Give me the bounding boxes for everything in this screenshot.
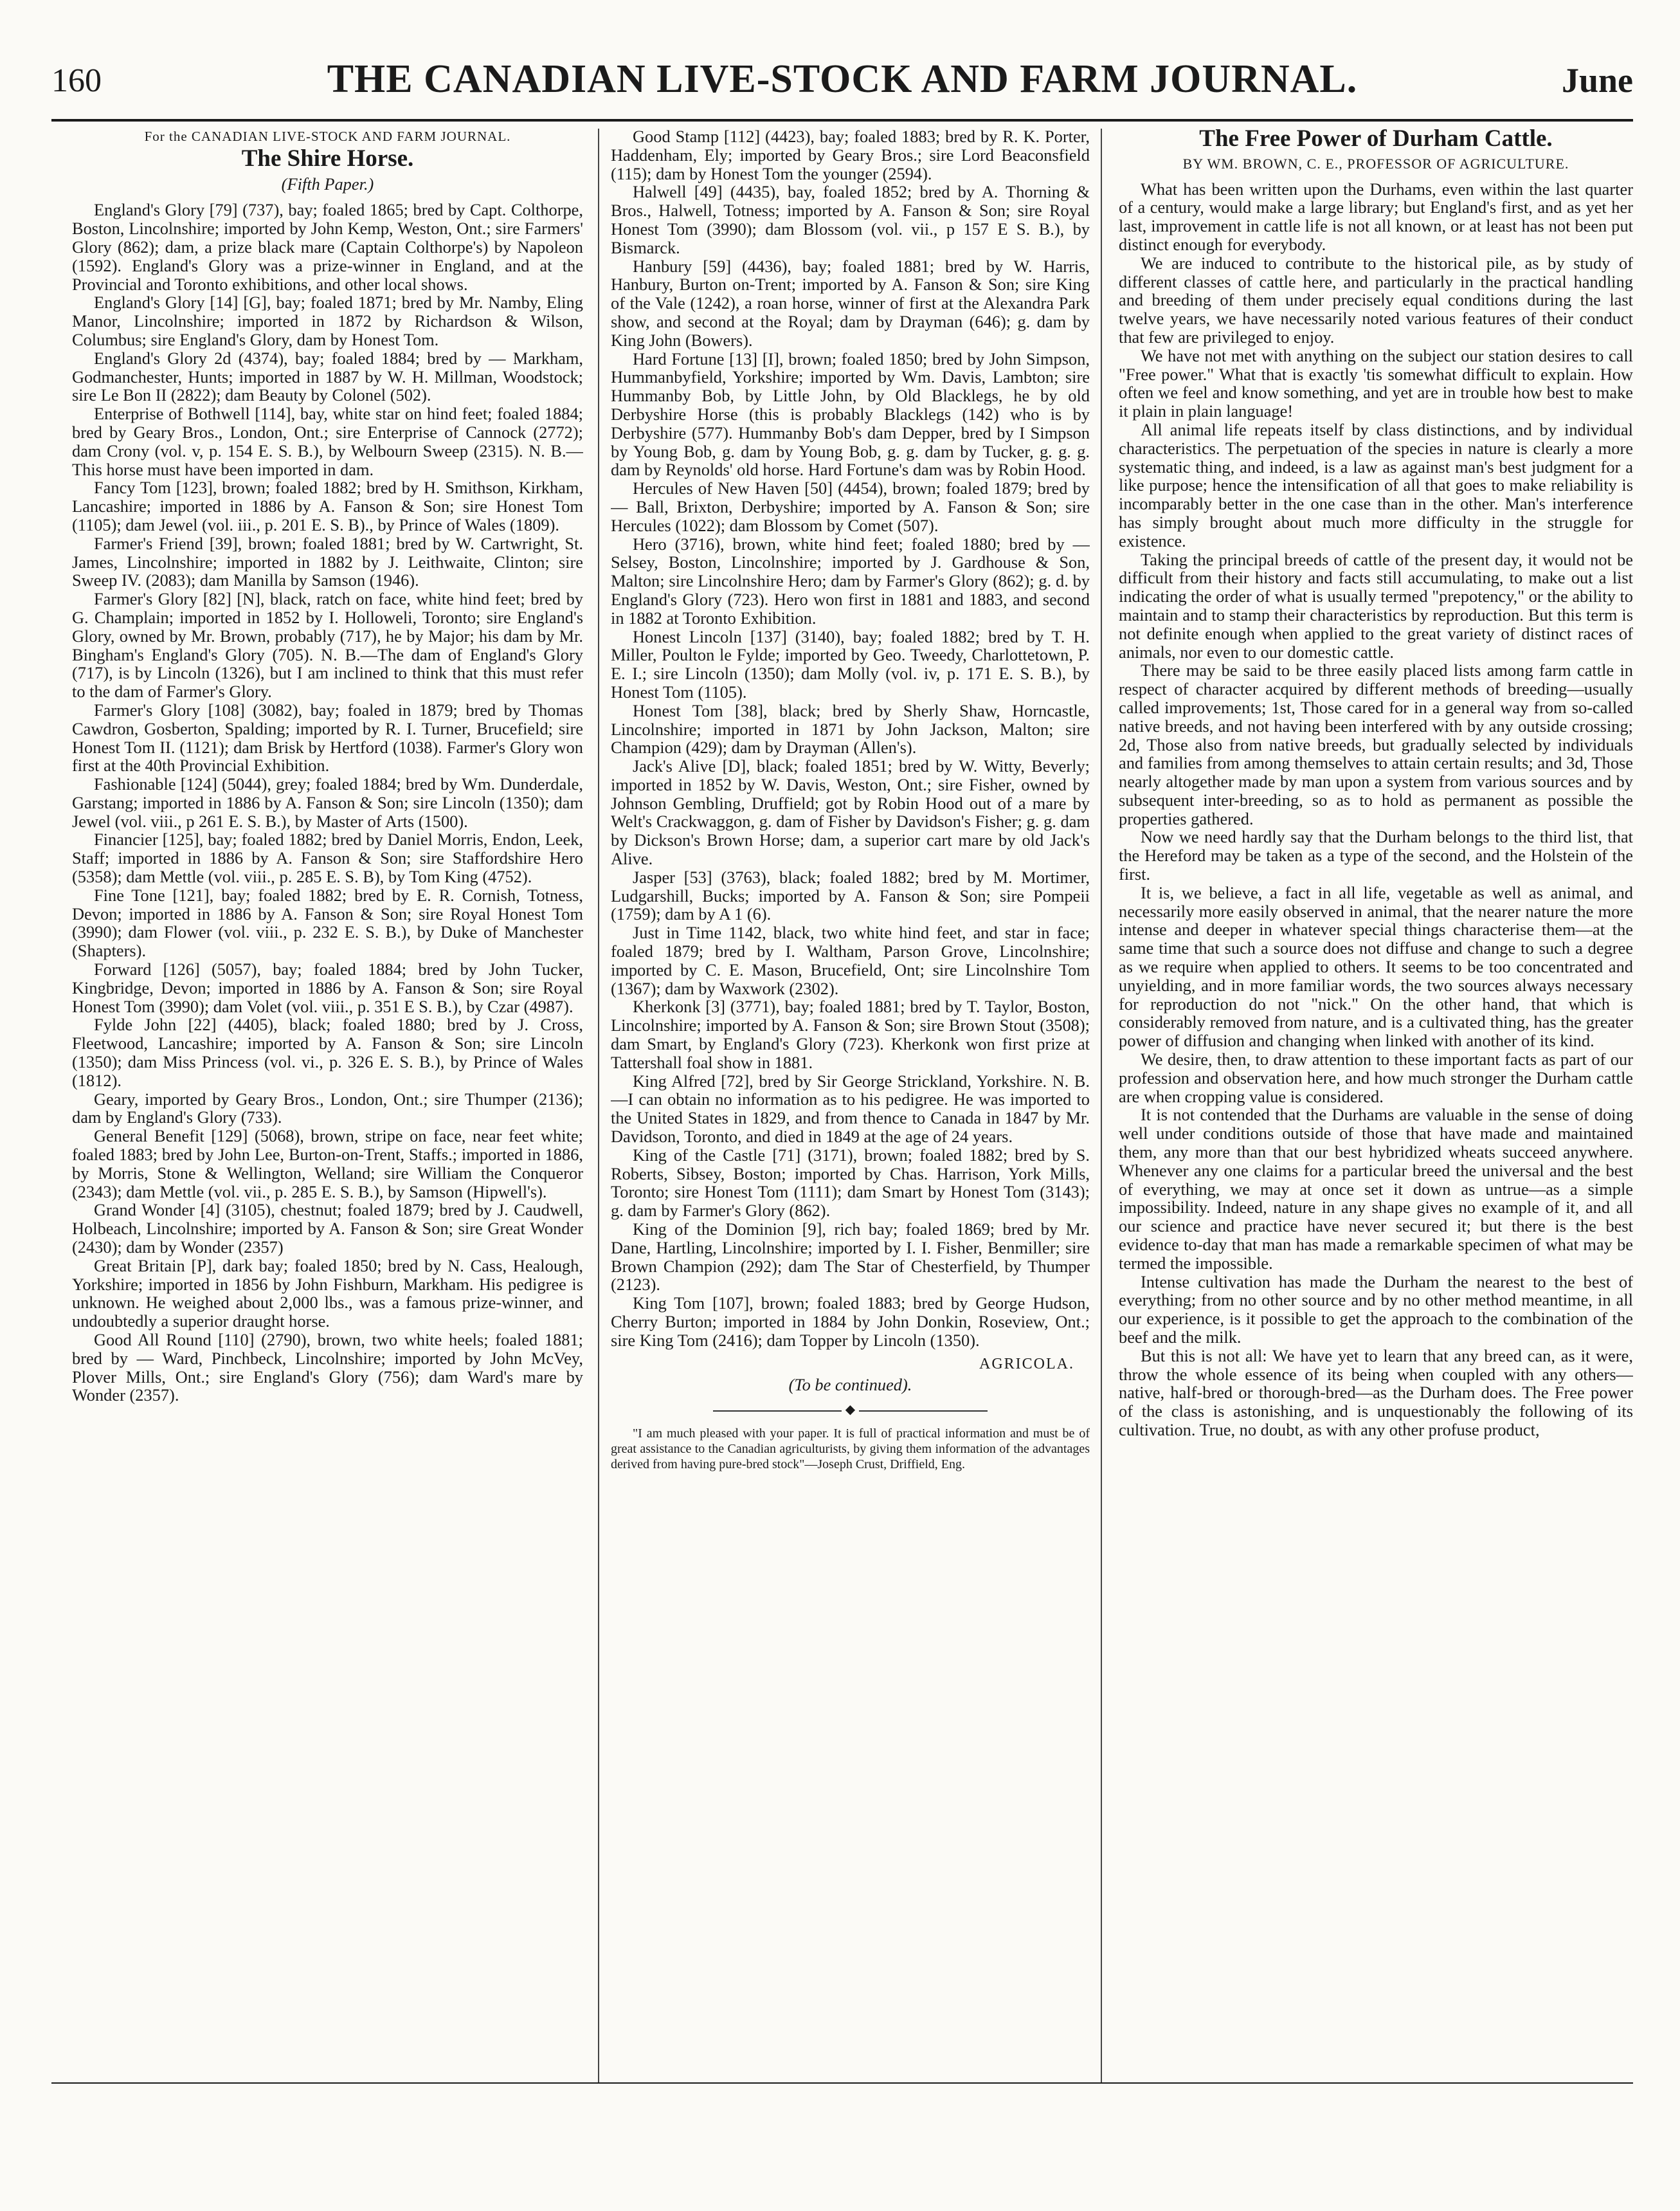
- entry-paragraph: Jack's Alive [D], black; foaled 1851; bred by W. Witty, Beverly; imported in 1852 by W. Davis, Weston, Ont.; sire Fisher, owned by Johnson Gembling, Druffield; got by Robin Hood out of a mare by Welt's Crackwaggon, g. dam of Fisher by Davidson's Fisher; g. g. dam by Dickson's Brown Horse; dam, a superior cart mare by old Jack's Alive.: [611, 756, 1090, 869]
- column-divider: [598, 129, 599, 2082]
- entry-paragraph: Hard Fortune [13] [I], brown; foaled 1850; bred by John Simpson, Hummanbyfield, Yorkshire; imported by Wm. Davis, Lambton; sire Hummanby Bob, by Little John, by Old Blacklegs, he by old Derbyshire Horse (this is probably Blacklegs (142) who is by Derbyshire (577). Hummanby Bob's dam Depper, bred by I Simpson by Young Bob, g. dam by Young Bob, g. g. dam by Tucker, g. g. g. dam by Reynolds' old horse. Hard Fortune's dam was by Robin Hood.: [611, 349, 1090, 480]
- for-line: For the CANADIAN LIVE-STOCK AND FARM JOURNAL.: [144, 129, 511, 144]
- column-1: [72, 127, 583, 2076]
- body-paragraph: Intense cultivation has made the Durham the nearest to the best of everything; from no other source and by no other method meantime, in all our experience, is it possible to get the approach to the combination of the beef and the milk.: [1119, 1271, 1633, 1347]
- body-paragraph: But this is not all: We have yet to learn that any breed can, as it were, throw the whole essence of its being when coupled with any others—native, half-bred or thorough-bred—as the Durham does. The Free power of the class is astonishing, and is unquestionably the following of its cultivation. True, no doubt, as with any other profuse product,: [1119, 1345, 1633, 1439]
- entry-paragraph: Farmer's Glory [82] [N], black, ratch on face, white hind feet; bred by G. Champlain; imported in 1852 by I. Holloweli, Toronto; sire England's Glory, owned by Mr. Brown, probably (717), he by Major; his dam by Mr. Bingham's England's Glory (705). N. B.—The dam of England's Glory (717), is by Lincoln (1326), but I am inclined to think that this must refer to the dam of Farmer's Glory.: [72, 589, 583, 702]
- entry-paragraph: General Benefit [129] (5068), brown, stripe on face, near feet white; foaled 1883; bred by John Lee, Burton-on-Trent, Staffs.; imported in 1886, by Morris, Stone & Wellington, Welland; sire William the Conqueror (2343); dam Mettle (vol. vii., p. 285 E. S. B.), by Samson (Hipwell's).: [72, 1126, 583, 1201]
- body-paragraph: It is, we believe, a fact in all life, vegetable as well as animal, and necessarily more easily observed in animal, that the nearer nature the more intense and deeper in whatever special things characterise them—at the same time that such a source does not diffuse and change to such a degree as we require when applied to others. It seems to be too concentrated and unyielding, and in more familiar words, the two sources always necessary for reproduction do not "nick." On the other hand, that which is considerably removed from nature, and is a cultivated thing, has the greater power of diffusion and changing when linked with another of its kind.: [1119, 882, 1633, 1051]
- entry-paragraph: England's Glory 2d (4374), bay; foaled 1884; bred by — Markham, Godmanchester, Hunts; imported in 1887 by W. H. Millman, Woodstock; sire Le Bon II (2822); dam Beauty by Colonel (502).: [72, 348, 583, 405]
- article-title-shire-horse: The Shire Horse.: [241, 145, 414, 172]
- entry-paragraph: Fancy Tom [123], brown; foaled 1882; bred by H. Smithson, Kirkham, Lancashire; imported in 1886 by A. Fanson & Son; sire Honest Tom (1105); dam Jewel (vol. iii., p. 201 E. S. B)., by Prince of Wales (1809).: [72, 478, 583, 534]
- body-paragraph: Now we need hardly say that the Durham belongs to the third list, that the Hereford may be taken as a type of the second, and the Holstein of the first.: [1119, 827, 1633, 884]
- entry-paragraph: King Tom [107], brown; foaled 1883; bred by George Hudson, Cherry Burton; imported in 1884 by John Donkin, Roseview, Ont.; sire King Tom (2416); dam Topper by Lincoln (1350).: [611, 1293, 1090, 1350]
- body-paragraph: We desire, then, to draw attention to these important facts as part of our profession and observation here, and how much stronger the Durham cattle are when cropping value is considered.: [1119, 1050, 1633, 1106]
- column-divider: [1101, 129, 1102, 2082]
- entry-paragraph: Enterprise of Bothwell [114], bay, white star on hind feet; foaled 1884; bred by Geary Bros., London, Ont.; sire Enterprise of Cannock (2772); dam Crony (vol. v, p. 154 E. S. B.), by Welbourn Sweep (2315). N. B.—This horse must have been imported in dam.: [72, 404, 583, 479]
- paper-number: (Fifth Paper.): [281, 174, 374, 194]
- column-3: [1119, 127, 1633, 2076]
- entry-paragraph: Good Stamp [112] (4423), bay; foaled 1883; bred by R. K. Porter, Haddenham, Ely; imported by Geary Bros.; sire Lord Beaconsfield (115); dam by Honest Tom the younger (2594).: [611, 127, 1090, 183]
- entry-paragraph: Hanbury [59] (4436), bay; foaled 1881; bred by W. Harris, Hanbury, Burton on-Trent; imported by A. Fanson & Son; sire King of the Vale (1242), a roan horse, winner of first at the Alexandra Park show, and second at the Royal; dam by Drayman (646); g. dam by King John (Bowers).: [611, 256, 1090, 350]
- entry-paragraph: Farmer's Glory [108] (3082), bay; foaled in 1879; bred by Thomas Cawdron, Gosberton, Spalding; imported by R. I. Turner, Brucefield; sire Honest Tom II. (1121); dam Brisk by Hertford (1038). Farmer's Glory won first at the 40th Provincial Exhibition.: [72, 700, 583, 776]
- entry-paragraph: Hero (3716), brown, white hind feet; foaled 1880; bred by — Selsey, Boston, Lincolnshire; imported by J. Gardhouse & Son, Malton; sire Lincolnshire Hero; dam by Farmer's Glory (862); g. d. by England's Glory (723). Hero won first in 1881 and 1883, and second in 1882 at Toronto Exhibition.: [611, 534, 1090, 628]
- entry-paragraph: Halwell [49] (4435), bay, foaled 1852; bred by A. Thorning & Bros., Halwell, Totness; imported by A. Fanson & Son; sire Royal Honest Tom (3990); dam Blossom (vol. vii., p 157 E S. B.), by Bismarck.: [611, 182, 1090, 257]
- body-paragraph: All animal life repeats itself by class distinctions, and by individual characteristics. The perpetuation of the species in nature is clearly a more systematic thing, and indeed, is a law as against man's best judgment for a like purpose; hence the intensification of all that goes to make reliability is incomparably better in the one case than in the other. Man's interference has simply brought about much more difficulty in the struggle for existence.: [1119, 419, 1633, 550]
- footer-rule: [51, 2082, 1633, 2084]
- entry-paragraph: King of the Dominion [9], rich bay; foaled 1869; bred by Mr. Dane, Hartling, Lincolnshire; imported by I. I. Fisher, Benmiller; sire Brown Champion (292); dam The Star of Chesterfield, by Thumper (2123).: [611, 1219, 1090, 1295]
- entry-paragraph: Kherkonk [3] (3771), bay; foaled 1881; bred by T. Taylor, Boston, Lincolnshire; imported by A. Fanson & Son; sire Brown Stout (3508); dam Smart, by England's Glory (723). Kherkonk won first prize at Tattershall foal show in 1881.: [611, 997, 1090, 1072]
- entry-paragraph: Fine Tone [121], bay; foaled 1882; bred by E. R. Cornish, Totness, Devon; imported in 1886 by A. Fanson & Son; sire Royal Honest Tom (3990); dam Flower (vol. viii., p. 232 E. S. B.), by Duke of Manchester (Shapters).: [72, 885, 583, 961]
- header-rule: [51, 119, 1633, 122]
- issue-month: June: [1561, 61, 1633, 100]
- entry-paragraph: Honest Tom [38], black; bred by Sherly Shaw, Horncastle, Lincolnshire; imported in 1871 by John Jackson, Malton; sire Champion (429); dam by Drayman (Allen's).: [611, 700, 1090, 758]
- entry-paragraph: Financier [125], bay; foaled 1882; bred by Daniel Morris, Endon, Leek, Staff; imported in 1886 by A. Fanson & Son; sire Staffordshire Hero (5358); dam Mettle (vol. viii., p. 285 E. S. B), by Tom King (4752).: [72, 830, 583, 887]
- entry-paragraph: Hercules of New Haven [50] (4454), brown; foaled 1879; bred by — Ball, Brixton, Derbyshire; imported by A. Fanson & Son; sire Hercules (1022); dam Blossom by Comet (507).: [611, 478, 1090, 535]
- byline: BY WM. BROWN, C. E., PROFESSOR OF AGRICULTURE.: [1182, 155, 1569, 172]
- entry-paragraph: Grand Wonder [4] (3105), chestnut; foaled 1879; bred by J. Caudwell, Holbeach, Lincolnshire; imported by A. Fanson & Son; sire Great Wonder (2430); dam by Wonder (2357): [72, 1200, 583, 1257]
- entry-paragraph: King Alfred [72], bred by Sir George Strickland, Yorkshire. N. B.—I can obtain no information as to his pedigree. He was imported to the United States in 1829, and from thence to Canada in 1847 by Mr. Davidson, Toronto, and died in 1849 at the age of 24 years.: [611, 1071, 1090, 1147]
- entry-paragraph: King of the Castle [71] (3171), brown; foaled 1882; bred by S. Roberts, Sibsey, Boston; imported by Chas. Harrison, York Mills, Toronto; sire Honest Tom (1111); dam Smart by Honest Tom (3143); g. dam by Farmer's Glory (862).: [611, 1145, 1090, 1221]
- testimonial-footnote: "I am much pleased with your paper. It is full of practical information and must be of great assistance to the Canadian agriculturists, by giving them information of the advantages derived from having pure-bred stock"—Joseph Crust, Driffield, Eng.: [611, 1426, 1090, 1471]
- journal-title: THE CANADIAN LIVE-STOCK AND FARM JOURNAL.: [327, 57, 1358, 101]
- entry-paragraph: England's Glory [79] (737), bay; foaled 1865; bred by Capt. Colthorpe, Boston, Lincolnshire; imported by John Kemp, Weston, Ont.; sire Farmers' Glory (862); dam, a prize black mare (Captain Colthorpe's) by Napoleon (1592). England's Glory was a prize-winner in England, and at the Provincial and Toronto exhibitions, and other local shows.: [72, 200, 583, 294]
- column-2: [611, 127, 1090, 2076]
- entry-paragraph: Great Britain [P], dark bay; foaled 1850; bred by N. Cass, Healough, Yorkshire; imported in 1856 by John Fishburn, Markham. His pedigree is unknown. He weighed about 2,000 lbs., was a famous prize-winner, and undoubtedly a superior draught horse.: [72, 1255, 583, 1331]
- to-be-continued: (To be continued).: [788, 1375, 912, 1395]
- body-paragraph: What has been written upon the Durhams, even within the last quarter of a century, would make a large library; but England's first, and as yet her last, improvement in cattle life is not all known, or at least has not been put distinct enough for everybody.: [1119, 179, 1633, 254]
- entry-paragraph: Fashionable [124] (5044), grey; foaled 1884; bred by Wm. Dunderdale, Garstang; imported in 1886 by A. Fanson & Son; sire Lincoln (1350); dam Jewel (vol. viii., p 261 E. S. B.), by Master of Arts (1500).: [72, 774, 583, 831]
- entry-paragraph: Jasper [53] (3763), black; foaled 1882; bred by M. Mortimer, Ludgarshill, Bucks; imported by A. Fanson & Son; sire Pompeii (1759); dam by A 1 (6).: [611, 867, 1090, 924]
- body-paragraph: We are induced to contribute to the historical pile, as by study of different classes of cattle here, and particularly in the practical handling and breeding of them under precisely equal conditions during the last twelve years, we have necessarily noted various features of their conduct that few are privileged to enjoy.: [1119, 253, 1633, 347]
- entry-paragraph: Farmer's Friend [39], brown; foaled 1881; bred by W. Cartwright, St. James, Lincolnshire; imported in 1882 by J. Leithwaite, Clinton; sire Sweep IV. (2083); dam Manilla by Samson (1946).: [72, 533, 583, 590]
- body-paragraph: It is not contended that the Durhams are valuable in the sense of doing well under conditions outside of those that have made and maintained them, any more than that our best hybridized wheats succeed anywhere. Whenever any one claims for a particular breed the universal and the best of everything, we may at once set it down as untrue—as a simple impossibility. Indeed, nature in any shape gives no example of it, and all our science and practice have never secured it; but there is the best evidence to-day that man has made a remarkable specimen of what may be termed the impossible.: [1119, 1105, 1633, 1273]
- entry-paragraph: Good All Round [110] (2790), brown, two white heels; foaled 1881; bred by — Ward, Pinchbeck, Lincolnshire; imported by John McVey, Plover Mills, Ont.; sire England's Glory (756); dam Ward's mare by Wonder (2357).: [72, 1330, 583, 1405]
- divider-ornament: ◆: [611, 1401, 1090, 1419]
- entry-paragraph: Just in Time 1142, black, two white hind feet, and star in face; foaled 1879; bred by I. Waltham, Parson Grove, Lincolnshire; imported by C. E. Mason, Brucefield, Ont; sire Lincolnshire Tom (1367); dam by Waxwork (2302).: [611, 923, 1090, 998]
- entry-paragraph: England's Glory [14] [G], bay; foaled 1871; bred by Mr. Namby, Eling Manor, Lincolnshire; imported in 1872 by Richardson & Wilson, Columbus; sire England's Glory, dam by Honest Tom.: [72, 293, 583, 349]
- page-number: 160: [51, 62, 102, 99]
- author-signature: AGRICOLA.: [979, 1355, 1074, 1372]
- body-paragraph: Taking the principal breeds of cattle of the present day, it would not be difficult from their history and facts still accumulating, to make out a list indicating the order of what is usually termed "prepotency," or the ability to maintain and to stamp their characteristics by reproduction. But this term is not definite enough when applied to the great variety of distinct races of animals, nor even to our domestic cattle.: [1119, 549, 1633, 662]
- article-title-durham-cattle: The Free Power of Durham Cattle.: [1199, 127, 1553, 152]
- body-paragraph: We have not met with anything on the subject our station desires to call "Free power." What that is exactly 'tis somewhat difficult to explain. How often we feel and know something, and yet are in trouble how best to make it plain in plain language!: [1119, 345, 1633, 421]
- entry-paragraph: Honest Lincoln [137] (3140), bay; foaled 1882; bred by T. H. Miller, Poulton le Fylde; imported by Geo. Tweedy, Charlottetown, P. E. I.; sire Lincoln (1350); dam Molly (vol. iv, p. 171 E. S. B.), by Honest Tom (1105).: [611, 626, 1090, 702]
- entry-paragraph: Geary, imported by Geary Bros., London, Ont.; sire Thumper (2136); dam by England's Glory (733).: [72, 1089, 583, 1127]
- entry-paragraph: Fylde John [22] (4405), black; foaled 1880; bred by J. Cross, Fleetwood, Lancashire; imported by A. Fanson & Son; sire Lincoln (1350); dam Miss Princess (vol. vi., p. 326 E. S. B.), by Prince of Wales (1812).: [72, 1015, 583, 1090]
- entry-paragraph: Forward [126] (5057), bay; foaled 1884; bred by John Tucker, Kingbridge, Devon; imported in 1886 by A. Fanson & Son; sire Royal Honest Tom (3990); dam Volet (vol. viii., p. 351 E S. B.), by Czar (4987).: [72, 960, 583, 1016]
- body-paragraph: There may be said to be three easily placed lists among farm cattle in respect of character acquired by different methods of breeding—usually called improvements; 1st, Those cared for in a general way from so-called native breeds, and not having been interfered with by any outside crossing; 2d, Those also from native breeds, but gradually selected by individuals and families from among themselves to attain certain results; and 3d, Those nearly altogether made by man upon a system from various sources and by subsequent inter-breeding, so as to hold as permanent as possible the properties gathered.: [1119, 660, 1633, 828]
- page-header: [51, 57, 1633, 108]
